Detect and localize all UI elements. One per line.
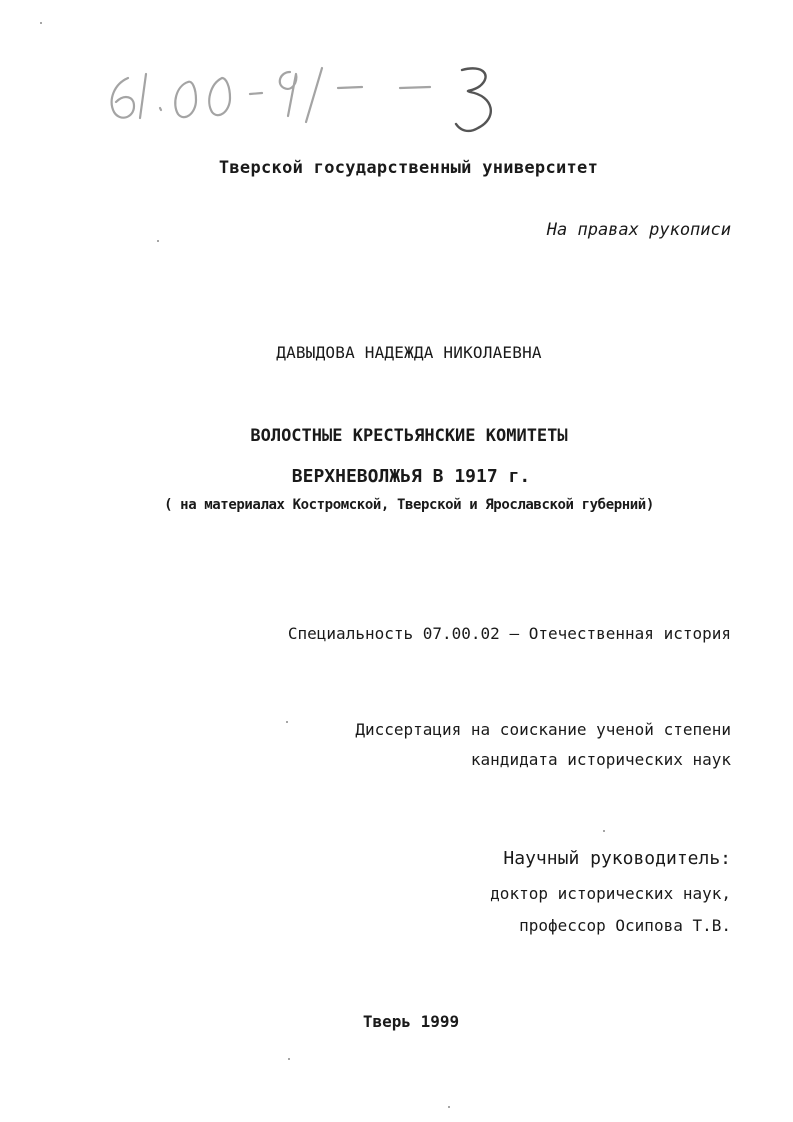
handwritten-mark-drawing xyxy=(100,48,520,140)
advisor-label: Научный руководитель: xyxy=(503,848,731,869)
degree-line2: кандидата исторических наук xyxy=(470,750,731,769)
degree-line1: Диссертация на соискание ученой степени xyxy=(355,720,731,739)
author-name: ДАВЫДОВА НАДЕЖДА НИКОЛАЕВНА xyxy=(276,343,542,362)
scan-speck xyxy=(448,1106,450,1108)
dissertation-title-line1: ВОЛОСТНЫЕ КРЕСТЬЯНСКИЕ КОМИТЕТЫ xyxy=(250,426,568,446)
scan-speck xyxy=(603,830,605,832)
dissertation-subtitle: ( на материалах Костромской, Тверской и Ярославской губерний) xyxy=(164,497,654,513)
university-name: Тверской государственный университет xyxy=(218,158,599,178)
specialty-line: Специальность 07.00.02 – Отечественная история xyxy=(287,624,731,643)
scan-speck xyxy=(288,1058,290,1060)
scan-speck xyxy=(286,721,288,723)
dissertation-title-line2: ВЕРХНЕВОЛЖЬЯ В 1917 г. xyxy=(291,466,531,487)
scan-speck xyxy=(157,240,159,242)
advisor-name: профессор Осипова Т.В. xyxy=(519,916,731,935)
scan-speck xyxy=(40,22,42,24)
city-year: Тверь 1999 xyxy=(362,1012,460,1031)
advisor-degree: доктор исторических наук, xyxy=(490,884,731,903)
manuscript-note: На правах рукописи xyxy=(546,220,731,240)
handwritten-archive-number xyxy=(100,48,520,140)
